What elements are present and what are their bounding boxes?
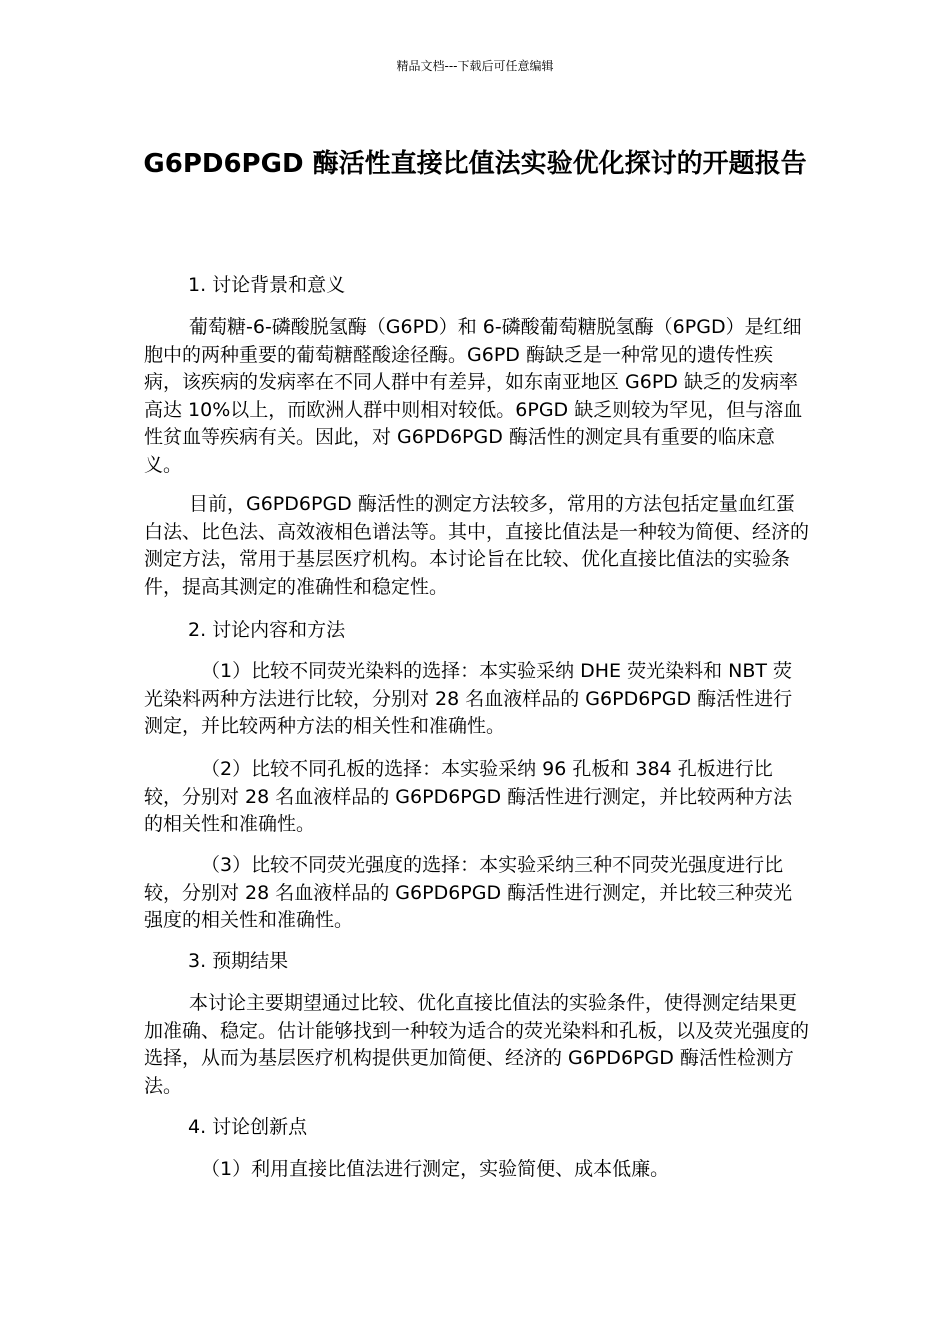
section-4-heading: 4. 讨论创新点: [188, 1116, 308, 1138]
section-2-heading: 2. 讨论内容和方法: [188, 619, 346, 641]
section-3-heading: 3. 预期结果: [188, 950, 289, 972]
section-1-paragraph-2: 目前，G6PD6PGD 酶活性的测定方法较多，常用的方法包括定量血红蛋白法、比色法、高效液相色谱法等。其中，直接比值法是一种较为简便、经济的测定方法，常用于基层医疗机构。本讨论旨在比较、优化直接比值法的实验条件，提高其测定的准确性和稳定性。: [144, 493, 810, 598]
section-3-paragraph-1: 本讨论主要期望通过比较、优化直接比值法的实验条件，使得测定结果更加准确、稳定。估计能够找到一种较为适合的荧光染料和孔板，以及荧光强度的选择，从而为基层医疗机构提供更加简便、经济的 G6PD6PGD 酶活性检测方法。: [144, 992, 810, 1097]
document-title: G6PD6PGD 酶活性直接比值法实验优化探讨的开题报告: [143, 149, 807, 179]
section-2-item-1: （1）比较不同荧光染料的选择：本实验采纳 DHE 荧光染料和 NBT 荧光染料两种方法进行比较，分别对 28 名血液样品的 G6PD6PGD 酶活性进行测定，并比较两种方法的相关性和准确性。: [144, 660, 793, 737]
section-2-item-3: （3）比较不同荧光强度的选择：本实验采纳三种不同荧光强度进行比较，分别对 28 名血液样品的 G6PD6PGD 酶活性进行测定，并比较三种荧光强度的相关性和准确性。: [144, 854, 793, 931]
header-note: 精品文档---下载后可任意编辑: [396, 59, 554, 73]
section-1-heading: 1. 讨论背景和意义: [188, 274, 346, 296]
section-2-item-2: （2）比较不同孔板的选择：本实验采纳 96 孔板和 384 孔板进行比较，分别对 28 名血液样品的 G6PD6PGD 酶活性进行测定，并比较两种方法的相关性和准确性。: [144, 758, 793, 835]
section-1-paragraph-1: 葡萄糖-6-磷酸脱氢酶（G6PD）和 6-磷酸葡萄糖脱氢酶（6PGD）是红细胞中的两种重要的葡萄糖醛酸途径酶。G6PD 酶缺乏是一种常见的遗传性疾病，该疾病的发病率在不同人群中有差异，如东南亚地区 G6PD 缺乏的发病率高达 10%以上，而欧洲人群中则相对较低。6PGD 缺乏则较为罕见，但与溶血性贫血等疾病有关。因此，对 G6PD6PGD 酶活性的测定具有重要的临床意义。: [144, 316, 803, 476]
section-4-item-1: （1）利用直接比值法进行测定，实验简便、成本低廉。: [201, 1158, 670, 1180]
